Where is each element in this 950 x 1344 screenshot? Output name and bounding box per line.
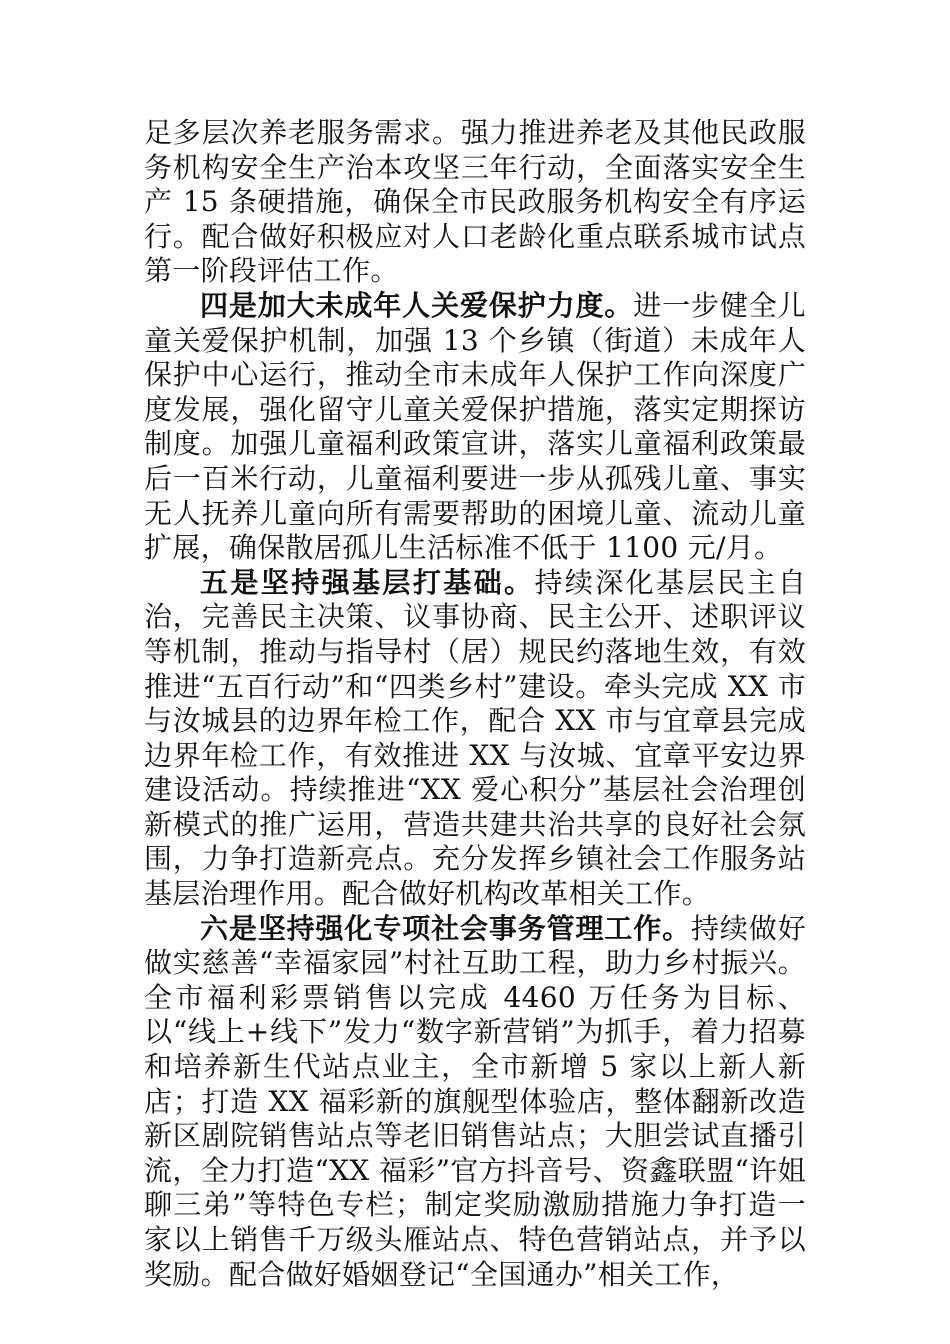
paragraph-text: 持续做好做实慈善“幸福家园”村社互助工程，助力乡村振兴。全市福利彩票销售以完成 4460 万任务为目标、以“线上+线下”发力“数字新营销”为抓手，着力招募和培养新生代站点业主，全市新增 5 家以上新人新店；打造 XX 福彩新的旗舰型体验店，整体翻新改造新区剧院销售站点等老旧销售站点；大胆尝试直播引流，全力打造“XX 福彩”官方抖音号、资鑫联盟“许姐聊三弟”等特色专栏；制定奖励激励措施力争打造一家以上销售千万级头雁站点、特色营销站点，并予以奖励。配合做好婚姻登记“全国通办”相关工作， [144, 911, 807, 1291]
paragraph-minor-protection [144, 289, 806, 566]
paragraph-grassroots [144, 566, 806, 912]
paragraph-text: 进一步健全儿童关爱保护机制，加强 13 个乡镇（街道）未成年人保护中心运行，推动全市未成年人保护工作向深度广度发展，强化留守儿童关爱保护措施，落实定期探访制度。加强儿童福利政策宣讲，落实儿童福利政策最后一百米行动，儿童福利要进一步从孤残儿童、事实无人抚养儿童向所有需要帮助的困境儿童、流动儿童扩展，确保散居孤儿生活标准不低于 1100 元/月。 [144, 288, 806, 565]
paragraph-continuation [144, 116, 806, 289]
paragraph-text: 持续深化基层民主自治，完善民主决策、议事协商、民主公开、述职评议等机制，推动与指导村（居）规民约落地生效，有效推进“五百行动”和“四类乡村”建设。牵头完成 XX 市与汝城县的边界年检工作，配合 XX 市与宜章县完成边界年检工作，有效推进 XX 与汝城、宜章平安边界建设活动。持续推进“XX 爱心积分”基层社会治理创新模式的推广运用，营造共建共治共享的良好社会氛围，力争打造新亮点。充分发挥乡镇社会工作服务站基层治理作用。配合做好机构改革相关工作。 [144, 565, 806, 911]
paragraph-social-affairs [144, 912, 806, 1293]
paragraph-heading: 五是坚持强基层打基础。 [200, 565, 535, 599]
document-body [144, 116, 806, 1292]
paragraph-text: 足多层次养老服务需求。强力推进养老及其他民政服务机构安全生产治本攻坚三年行动，全面落实安全生产 15 条硬措施，确保全市民政服务机构安全有序运行。配合做好积极应对人口老龄化重点联系城市试点第一阶段评估工作。 [144, 116, 806, 288]
paragraph-heading: 四是加大未成年人关爱保护力度。 [200, 288, 634, 322]
paragraph-heading: 六是坚持强化专项社会事务管理工作。 [200, 911, 692, 945]
